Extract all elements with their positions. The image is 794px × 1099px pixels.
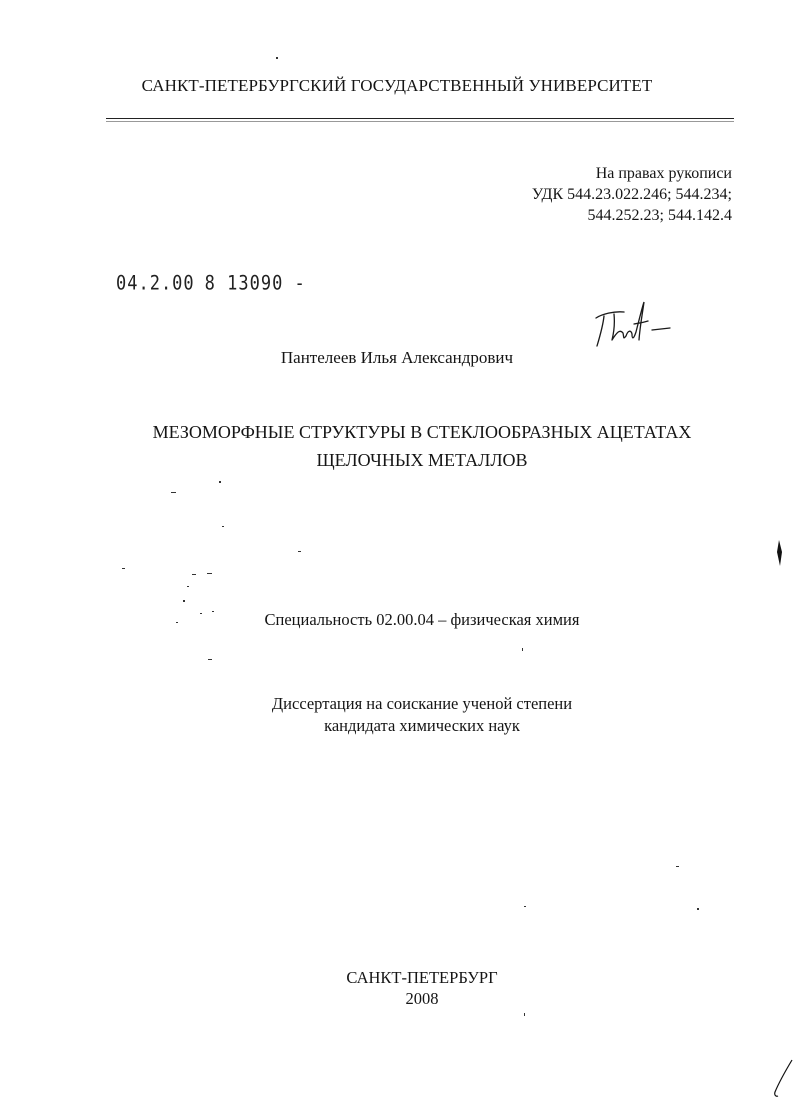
degree-line-1: Диссертация на соискание ученой степени <box>271 694 573 713</box>
university-name: САНКТ-ПЕТЕРБУРГСКИЙ ГОСУДАРСТВЕННЫЙ УНИВЕРСИТЕТ <box>141 76 653 95</box>
scan-speck <box>676 866 679 867</box>
scan-speck <box>183 600 185 602</box>
registration-stamp: 04.2.00 8 13090 - <box>116 272 306 295</box>
dissertation-title <box>0 418 794 474</box>
scan-speck <box>212 611 214 612</box>
manuscript-rights-label: На правах рукописи <box>595 165 732 182</box>
scan-speck <box>192 574 196 575</box>
author-signature <box>590 296 680 352</box>
stamp-date-code: 04.2.00 <box>116 272 195 295</box>
author-name: Пантелеев Илья Александрович <box>280 348 514 367</box>
scan-speck <box>187 586 189 587</box>
scan-speck <box>219 481 221 483</box>
year: 2008 <box>405 989 439 1008</box>
scan-speck <box>207 573 212 574</box>
header-divider-secondary <box>106 121 734 122</box>
scan-speck <box>208 659 212 660</box>
degree-statement <box>0 693 794 737</box>
scan-speck <box>276 57 278 59</box>
manuscript-rights-block <box>532 163 732 226</box>
scan-speck <box>522 648 523 651</box>
scan-speck <box>176 622 178 623</box>
scan-speck <box>697 908 699 910</box>
city-name: САНКТ-ПЕТЕРБУРГ <box>346 968 498 987</box>
udc-code-line-1: УДК 544.23.022.246; 544.234; <box>531 186 732 203</box>
udc-code-line-2: 544.252.23; 544.142.4 <box>587 207 732 224</box>
scan-speck <box>171 492 176 493</box>
title-line-1: МЕЗОМОРФНЫЕ СТРУКТУРЫ В СТЕКЛООБРАЗНЫХ АЦЕТАТАХ <box>152 422 692 442</box>
scan-speck <box>200 613 202 614</box>
scan-speck <box>222 526 224 527</box>
header-divider <box>106 118 734 119</box>
scan-speck <box>524 906 526 907</box>
scan-speck <box>524 1013 525 1016</box>
stamp-number: 8 13090 <box>204 272 284 295</box>
specialty: Специальность 02.00.04 – физическая химия <box>264 610 580 629</box>
scan-speck <box>298 551 301 552</box>
corner-pen-stroke <box>772 1058 794 1099</box>
title-line-2: ЩЕЛОЧНЫХ МЕТАЛЛОВ <box>316 450 528 470</box>
place-and-year <box>0 967 794 1009</box>
margin-mark <box>773 538 787 568</box>
degree-line-2: кандидата химических наук <box>324 716 520 735</box>
scan-speck <box>122 568 125 569</box>
